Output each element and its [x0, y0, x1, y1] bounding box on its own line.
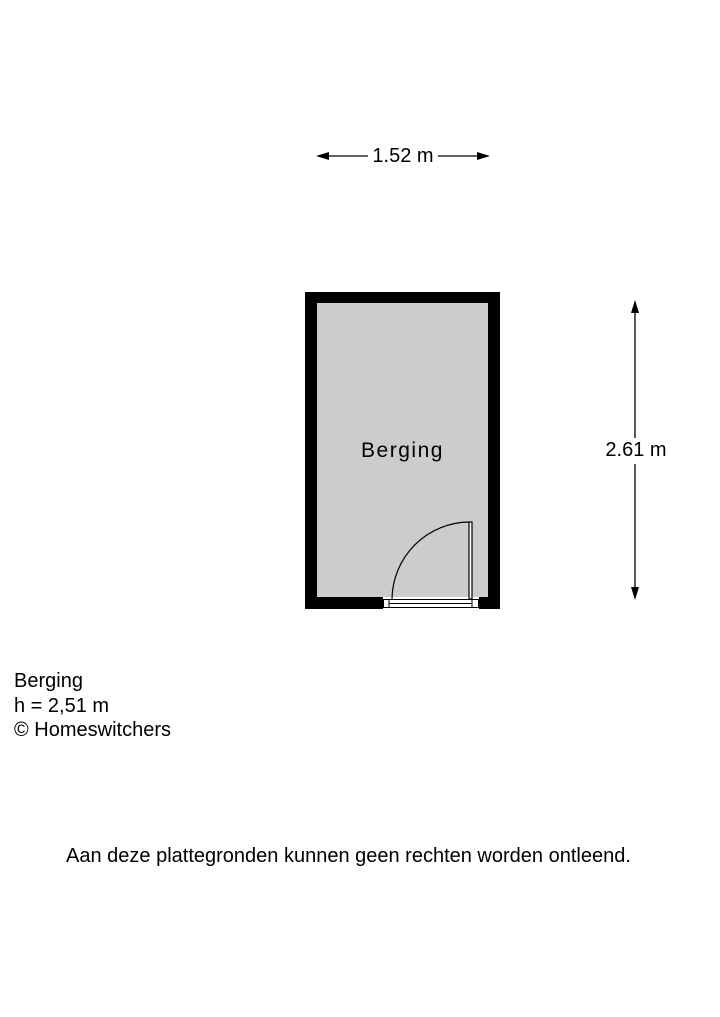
legend	[14, 669, 171, 743]
room-label: Berging	[361, 439, 444, 462]
depth-label: 2.61 m	[605, 439, 667, 461]
width-dimension	[316, 143, 490, 169]
legend-room-name: Berging	[14, 670, 83, 692]
legend-copyright: © Homeswitchers	[14, 719, 171, 741]
disclaimer: Aan deze plattegronden kunnen geen rechten worden ontleend.	[66, 845, 631, 867]
width-arrow-icon	[316, 143, 490, 169]
width-label: 1.52 m	[368, 145, 437, 167]
legend-height: h = 2,51 m	[14, 694, 110, 717]
